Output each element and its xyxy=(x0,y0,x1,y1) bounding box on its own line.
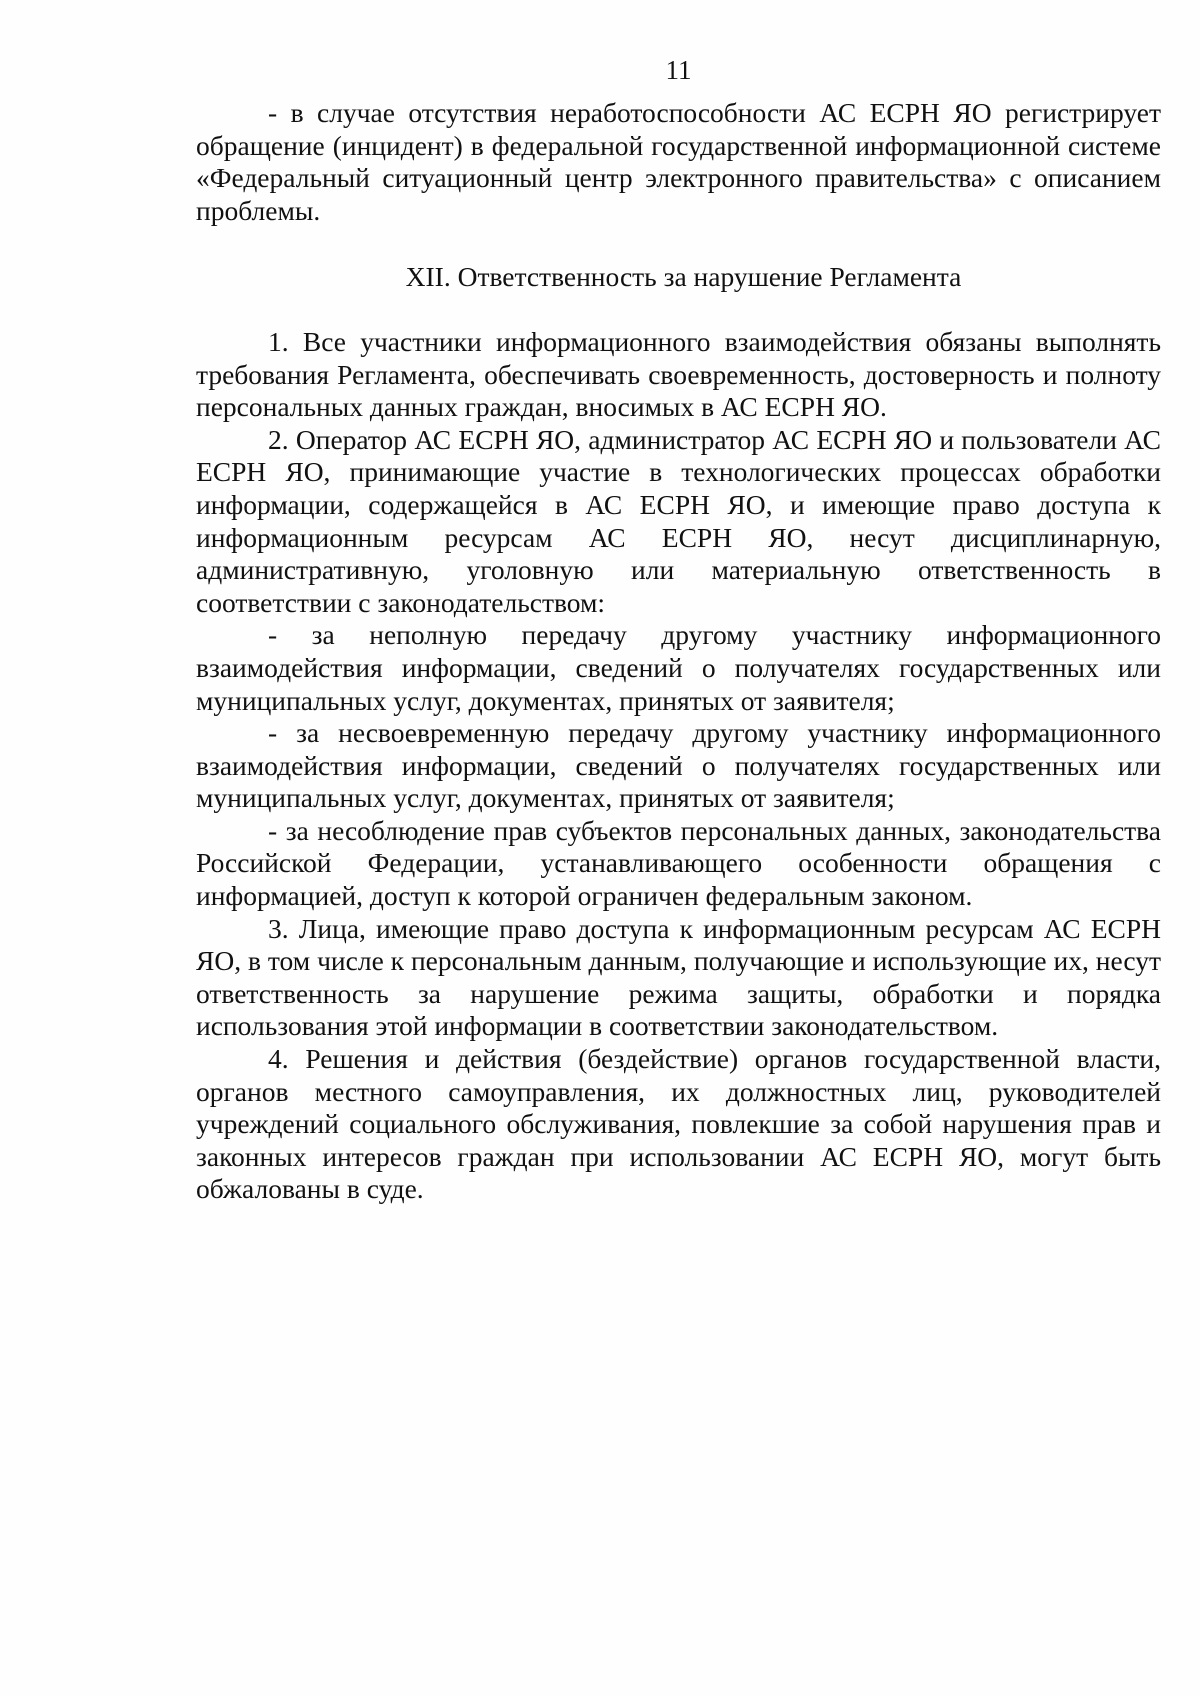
document-body xyxy=(196,97,1161,1206)
paragraph-2-item-1: - за неполную передачу другому участнику информационного взаимодействия информации, сведений о получателях государственных или муниципальных услуг, документах, принятых от заявителя; xyxy=(196,619,1161,716)
section-heading: XII. Ответственность за нарушение Регламента xyxy=(405,261,962,293)
paragraph-1: 1. Все участники информационного взаимодействия обязаны выполнять требования Регламента, обеспечивать своевременность, достоверность и полноту персональных данных граждан, вносимых в АС ЕСРН ЯО. xyxy=(196,325,1161,423)
page-number: 11 xyxy=(665,55,692,85)
page-number-container xyxy=(0,55,1200,85)
paragraph-2-item-3: - за несоблюдение прав субъектов персональных данных, законодательства Российской Федерации, устанавливающего особенности обращения с информацией, доступ к которой ограничен федеральным законом. xyxy=(196,814,1161,912)
paragraph-2-item-2: - за несвоевременную передачу другому участнику информационного взаимодействия информации, сведений о получателях государственных или муниципальных услуг, документах, принятых от заявителя; xyxy=(196,717,1161,814)
paragraph-2: 2. Оператор АС ЕСРН ЯО, администратор АС ЕСРН ЯО и пользователи АС ЕСРН ЯО, принимающие участие в технологических процессах обработки информации, содержащейся в АС ЕСРН ЯО, и имеющие право доступа к информационным ресурсам АС ЕСРН ЯО, несут дисциплинарную, административную, уголовную или материальную ответственность в соответствии с законодательством: xyxy=(196,423,1161,618)
paragraph-3: 3. Лица, имеющие право доступа к информационным ресурсам АС ЕСРН ЯО, в том числе к персональным данным, получающие и использующие их, несут ответственность за нарушение режима защиты, обработки и порядка использования этой информации в соответствии законодательством. xyxy=(196,912,1161,1042)
intro-paragraph: - в случае отсутствия неработоспособности АС ЕСРН ЯО регистрирует обращение (инцидент) в федеральной государственной информационной системе «Федеральный ситуационный центр электронного правительства» с описанием проблемы. xyxy=(196,97,1161,226)
paragraph-4: 4. Решения и действия (бездействие) органов государственной власти, органов местного самоуправления, их должностных лиц, руководителей учреждений социального обслуживания, повлекшие за собой нарушения прав и законных интересов граждан при использовании АС ЕСРН ЯО, могут быть обжалованы в суде. xyxy=(196,1043,1161,1205)
